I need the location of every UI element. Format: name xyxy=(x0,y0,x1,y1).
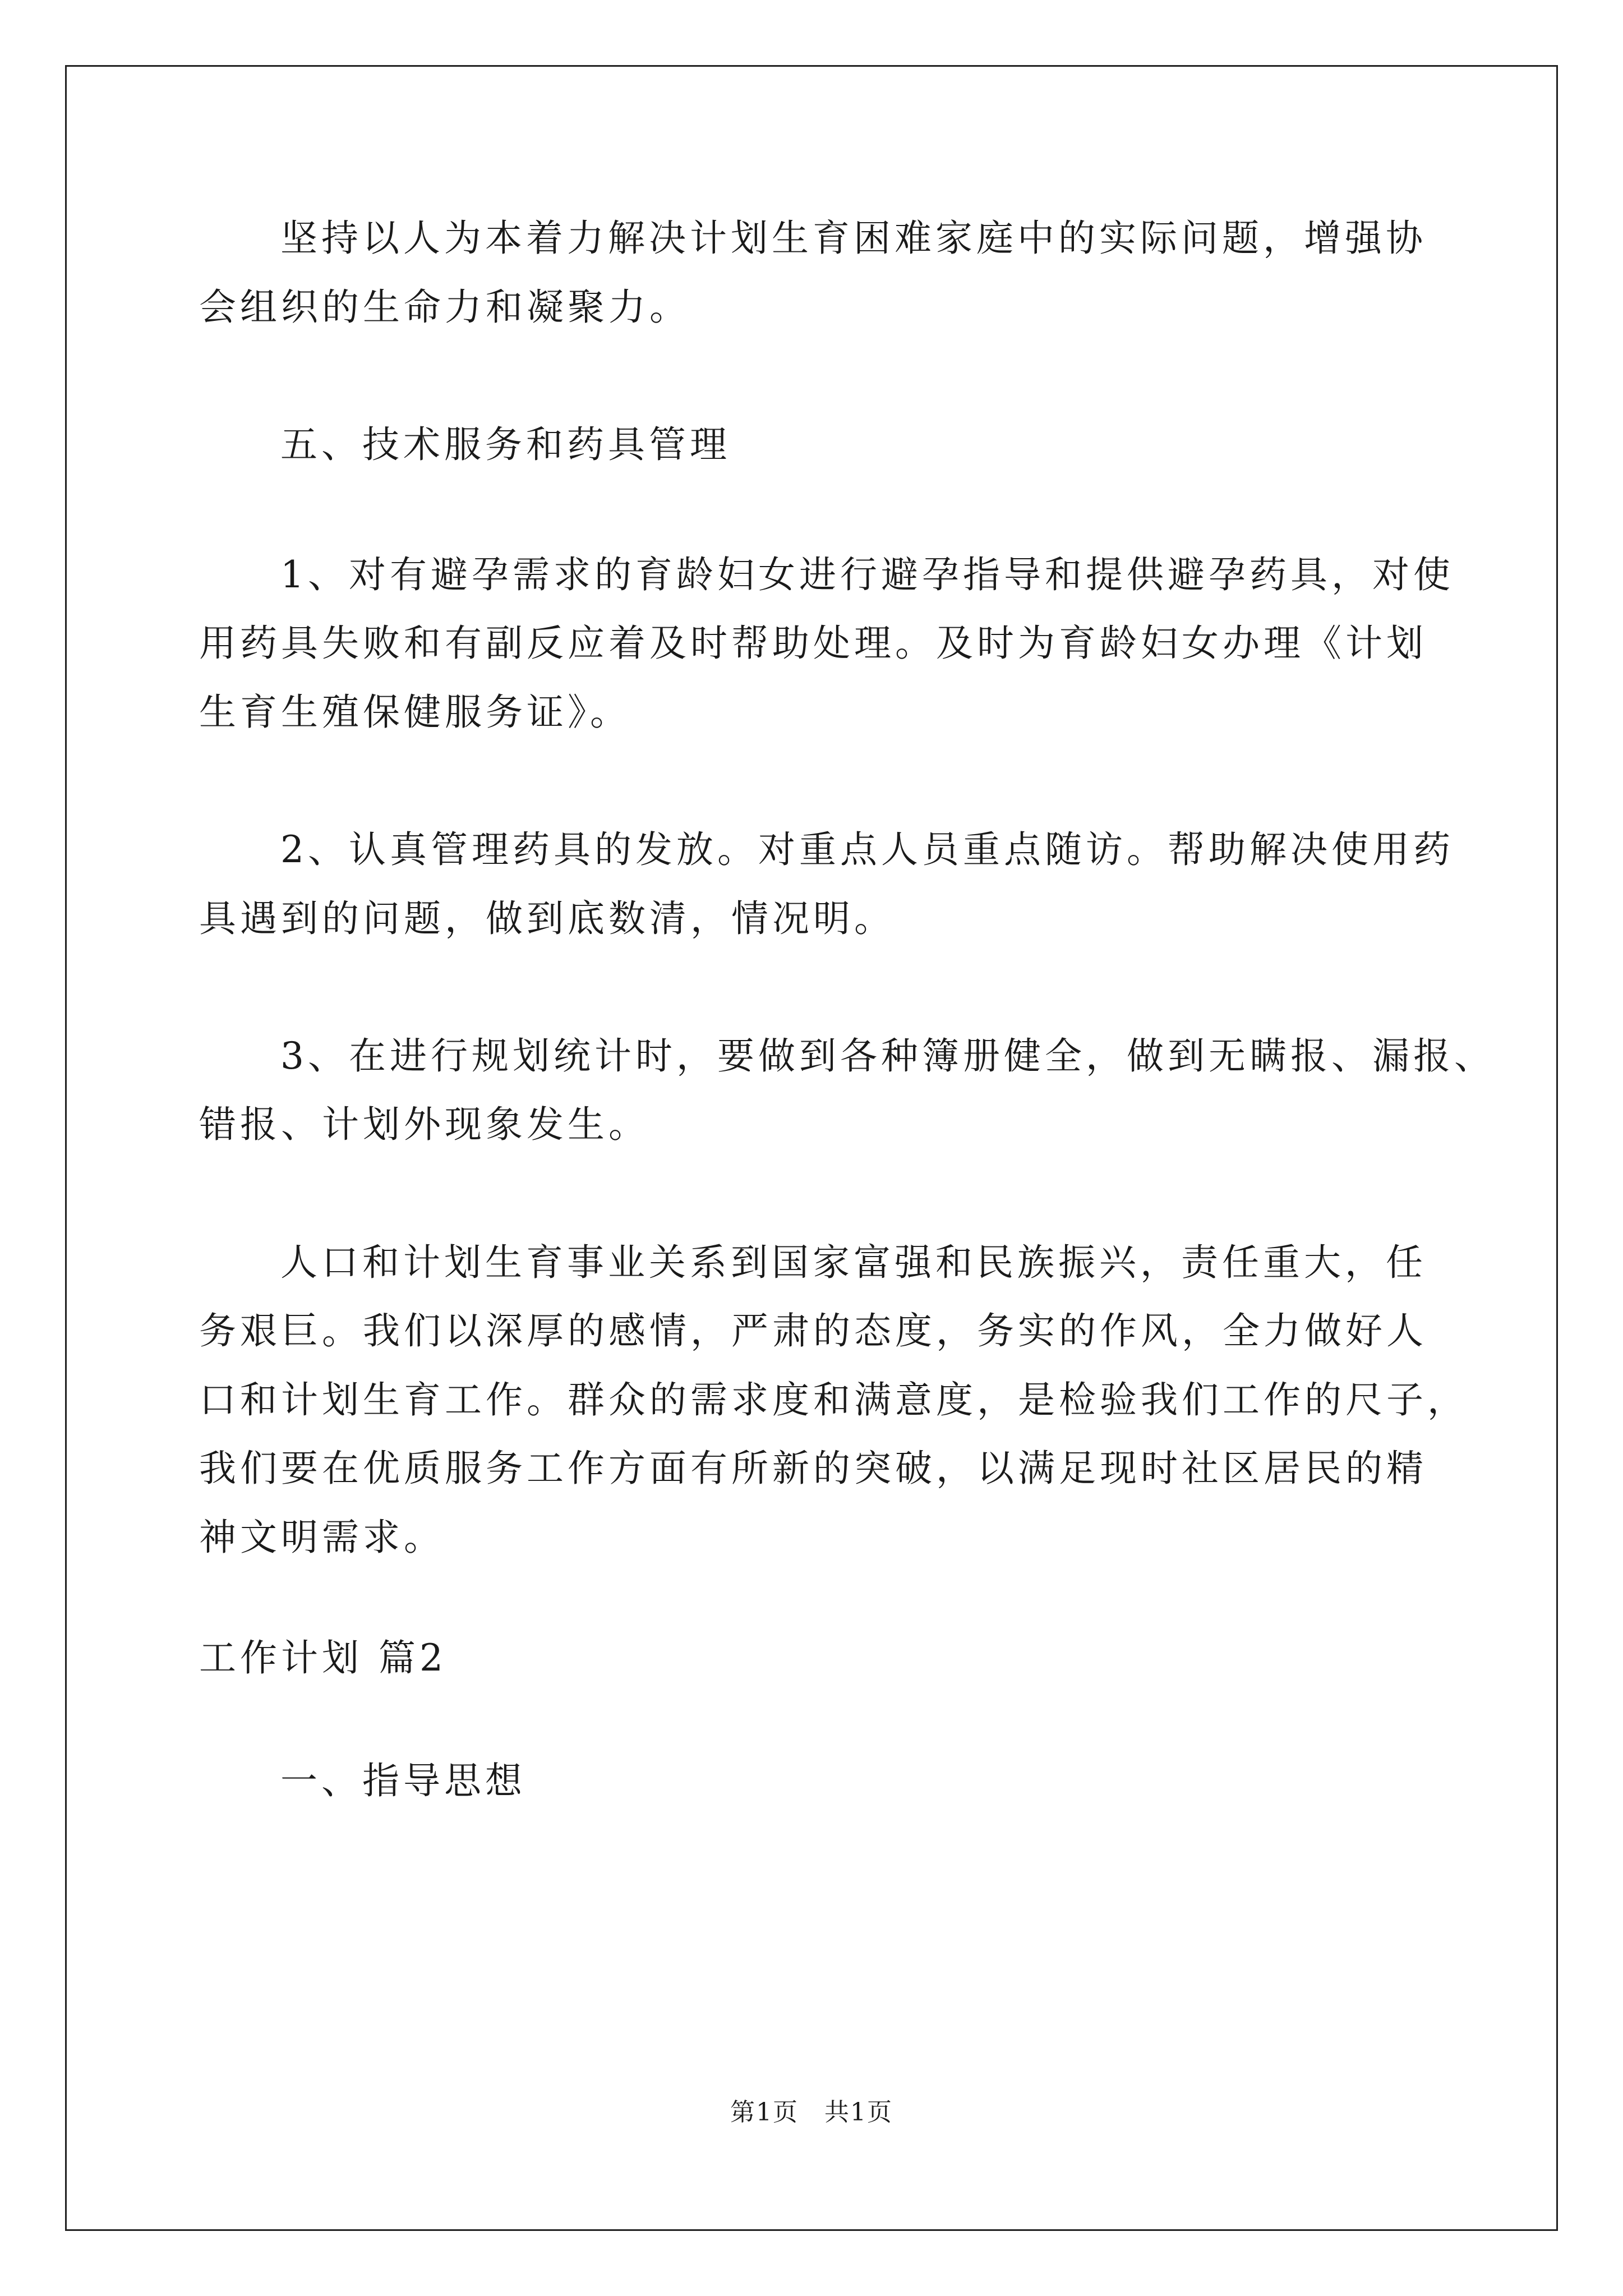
paragraph-line: 神文明需求。 xyxy=(199,1516,445,1559)
paragraph-line: 人口和计划生育事业关系到国家富强和民族振兴，责任重大，任 xyxy=(280,1241,1427,1284)
paragraph-line: 务艰巨。我们以深厚的感情，严肃的态度，务实的作风，全力做好人 xyxy=(199,1309,1427,1352)
paragraph-line: 3、在进行规划统计时，要做到各种簿册健全，做到无瞒报、漏报、 xyxy=(280,1034,1495,1078)
paragraph-line: 会组织的生命力和凝聚力。 xyxy=(199,286,690,329)
paragraph-line: 坚持以人为本着力解决计划生育困难家庭中的实际问题，增强协 xyxy=(280,217,1427,260)
part-title: 工作计划 篇2 xyxy=(199,1636,447,1680)
paragraph-line: 1、对有避孕需求的育龄妇女进行避孕指导和提供避孕药具，对使 xyxy=(280,553,1454,596)
paragraph-line: 用药具失败和有副反应着及时帮助处理。及时为育龄妇女办理《计划 xyxy=(199,622,1427,665)
paragraph-line: 具遇到的问题，做到底数清，情况明。 xyxy=(199,897,895,940)
section-heading: 五、技术服务和药具管理 xyxy=(280,423,731,466)
paragraph-line: 生育生殖保健服务证》。 xyxy=(199,691,631,734)
section-heading: 一、指导思想 xyxy=(280,1759,526,1802)
page-number-footer: 第1页 共1页 xyxy=(730,2098,893,2127)
paragraph-line: 2、认真管理药具的发放。对重点人员重点随访。帮助解决使用药 xyxy=(280,828,1454,871)
paragraph-line: 口和计划生育工作。群众的需求度和满意度，是检验我们工作的尺子， xyxy=(199,1378,1468,1421)
paragraph-line: 错报、计划外现象发生。 xyxy=(199,1103,649,1146)
paragraph-line: 我们要在优质服务工作方面有所新的突破，以满足现时社区居民的精 xyxy=(199,1447,1427,1490)
